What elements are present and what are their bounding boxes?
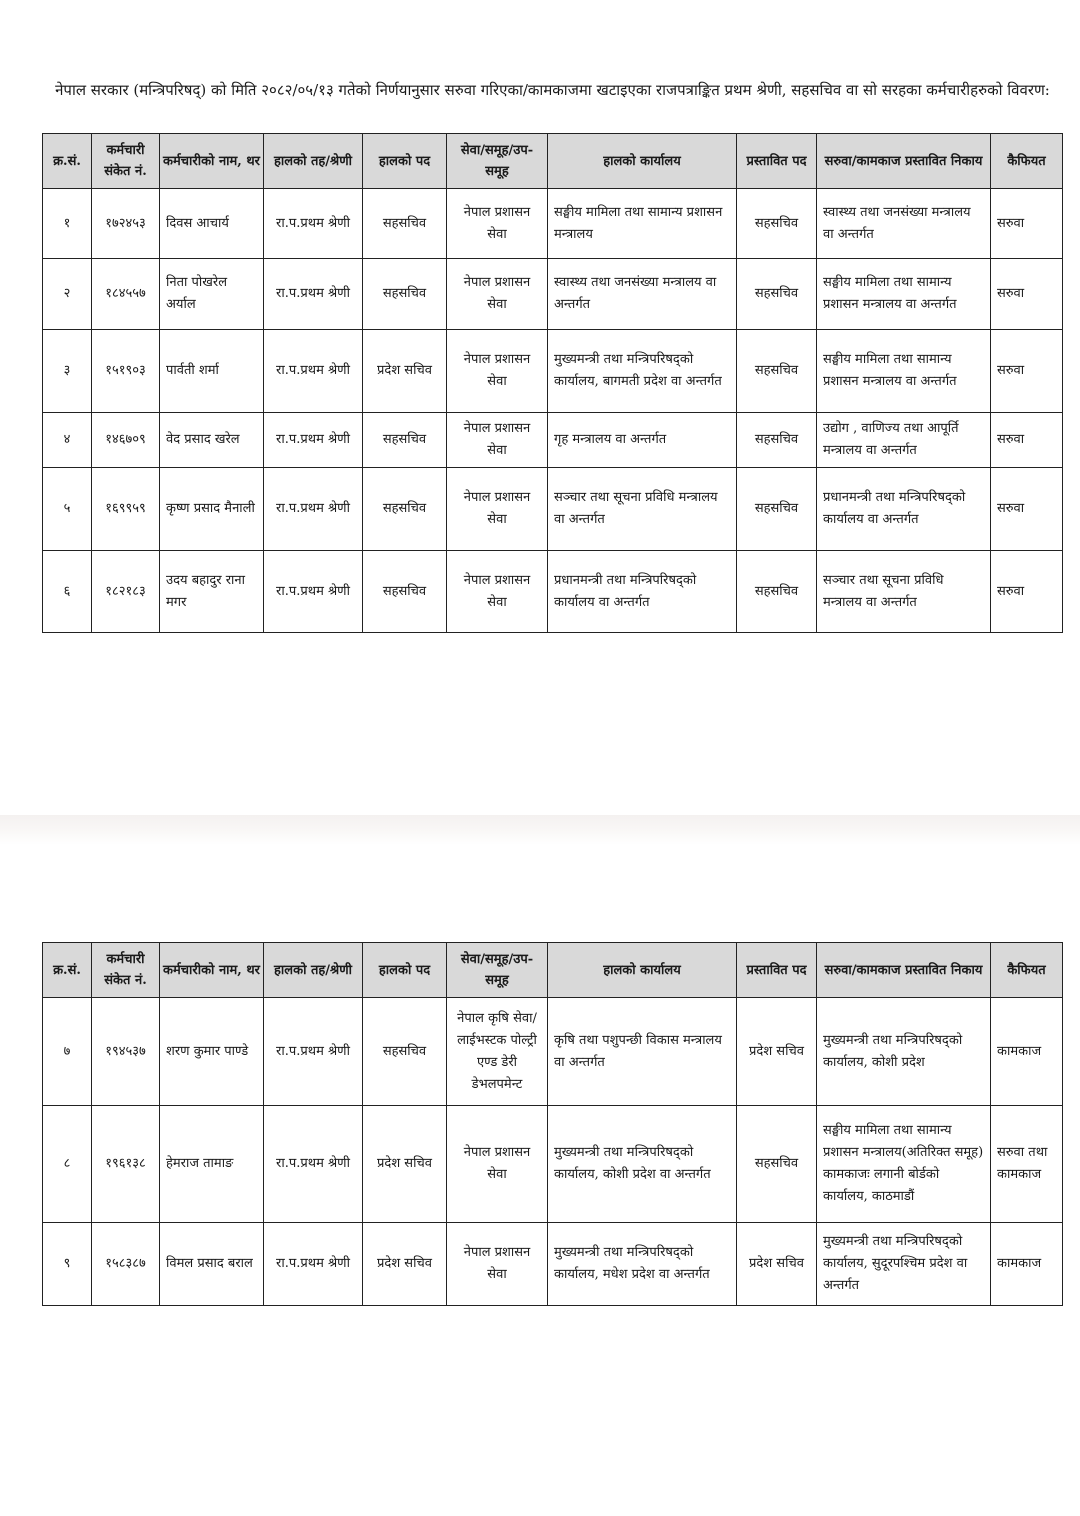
cell-proposed-post: सहसचिव bbox=[737, 189, 817, 259]
cell-current-post: प्रदेश सचिव bbox=[363, 330, 447, 413]
table-row bbox=[43, 413, 1063, 468]
cell-remark: सरुवा तथा कामकाज bbox=[991, 1106, 1063, 1223]
col-header-office: हालको कार्यालय bbox=[548, 943, 737, 998]
col-header-name: कर्मचारीको नाम, थर bbox=[160, 943, 264, 998]
col-header-level: हालको तह/श्रेणी bbox=[264, 134, 363, 189]
cell-proposed-body: उद्योग , वाणिज्य तथा आपूर्ति मन्त्रालय वा अन्तर्गत bbox=[817, 413, 991, 468]
cell-proposed-body: स्वास्थ्य तथा जनसंख्या मन्त्रालय वा अन्तर्गत bbox=[817, 189, 991, 259]
cell-current-level: रा.प.प्रथम श्रेणी bbox=[264, 1106, 363, 1223]
cell-proposed-body: मुख्यमन्त्री तथा मन्त्रिपरिषद्को कार्यालय, कोशी प्रदेश bbox=[817, 998, 991, 1106]
table-row bbox=[43, 551, 1063, 633]
page-separator bbox=[0, 815, 1080, 845]
cell-remark: कामकाज bbox=[991, 1223, 1063, 1306]
col-header-service: सेवा/समूह/उप-समूह bbox=[447, 134, 548, 189]
cell-service-group: नेपाल प्रशासन सेवा bbox=[447, 189, 548, 259]
cell-proposed-post: सहसचिव bbox=[737, 468, 817, 551]
table-row bbox=[43, 998, 1063, 1106]
col-header-sn: क्र.सं. bbox=[43, 943, 92, 998]
cell-proposed-post: सहसचिव bbox=[737, 413, 817, 468]
cell-remark: कामकाज bbox=[991, 998, 1063, 1106]
cell-remark: सरुवा bbox=[991, 259, 1063, 330]
cell-remark: सरुवा bbox=[991, 413, 1063, 468]
cell-current-level: रा.प.प्रथम श्रेणी bbox=[264, 468, 363, 551]
cell-proposed-body: सङ्घीय मामिला तथा सामान्य प्रशासन मन्त्रालय(अतिरिक्त समूह) कामकाजः लगानी बोर्डको कार्यालय, काठमाडौं bbox=[817, 1106, 991, 1223]
cell-current-post: प्रदेश सचिव bbox=[363, 1106, 447, 1223]
table-row bbox=[43, 1223, 1063, 1306]
cell-current-level: रा.प.प्रथम श्रेणी bbox=[264, 551, 363, 633]
cell-employee-name: विमल प्रसाद बराल bbox=[160, 1223, 264, 1306]
col-header-remark: कैफियत bbox=[991, 943, 1063, 998]
cell-serial-number: ४ bbox=[43, 413, 92, 468]
transfer-table-page-1 bbox=[42, 133, 1063, 633]
cell-proposed-body: मुख्यमन्त्री तथा मन्त्रिपरिषद्को कार्यालय, सुदूरपश्चिम प्रदेश वा अन्तर्गत bbox=[817, 1223, 991, 1306]
cell-proposed-post: सहसचिव bbox=[737, 551, 817, 633]
col-header-code: कर्मचारी संकेत नं. bbox=[92, 943, 160, 998]
cell-serial-number: ८ bbox=[43, 1106, 92, 1223]
col-header-office: हालको कार्यालय bbox=[548, 134, 737, 189]
cell-current-post: सहसचिव bbox=[363, 468, 447, 551]
cell-service-group: नेपाल प्रशासन सेवा bbox=[447, 1223, 548, 1306]
col-header-post: हालको पद bbox=[363, 134, 447, 189]
cell-current-office: मुख्यमन्त्री तथा मन्त्रिपरिषद्को कार्यालय, कोशी प्रदेश वा अन्तर्गत bbox=[548, 1106, 737, 1223]
col-header-body: सरुवा/कामकाज प्रस्तावित निकाय bbox=[817, 134, 991, 189]
cell-proposed-body: सञ्चार तथा सूचना प्रविधि मन्त्रालय वा अन्तर्गत bbox=[817, 551, 991, 633]
table-header-row bbox=[43, 134, 1063, 189]
cell-proposed-body: प्रधानमन्त्री तथा मन्त्रिपरिषद्को कार्यालय वा अन्तर्गत bbox=[817, 468, 991, 551]
cell-current-post: सहसचिव bbox=[363, 413, 447, 468]
cell-service-group: नेपाल प्रशासन सेवा bbox=[447, 413, 548, 468]
col-header-proposed: प्रस्तावित पद bbox=[737, 943, 817, 998]
cell-proposed-post: प्रदेश सचिव bbox=[737, 998, 817, 1106]
cell-employee-code: १९६१३८ bbox=[92, 1106, 160, 1223]
cell-employee-code: १६९९५९ bbox=[92, 468, 160, 551]
cell-serial-number: ९ bbox=[43, 1223, 92, 1306]
cell-employee-code: १९४५३७ bbox=[92, 998, 160, 1106]
cell-current-level: रा.प.प्रथम श्रेणी bbox=[264, 189, 363, 259]
cell-proposed-post: सहसचिव bbox=[737, 1106, 817, 1223]
cell-proposed-body: सङ्घीय मामिला तथा सामान्य प्रशासन मन्त्रालय वा अन्तर्गत bbox=[817, 330, 991, 413]
cell-employee-code: १८२१८३ bbox=[92, 551, 160, 633]
cell-serial-number: ६ bbox=[43, 551, 92, 633]
cell-current-office: गृह मन्त्रालय वा अन्तर्गत bbox=[548, 413, 737, 468]
table-header-row bbox=[43, 943, 1063, 998]
col-header-name: कर्मचारीको नाम, थर bbox=[160, 134, 264, 189]
cell-proposed-body: सङ्घीय मामिला तथा सामान्य प्रशासन मन्त्रालय वा अन्तर्गत bbox=[817, 259, 991, 330]
table-row bbox=[43, 259, 1063, 330]
col-header-body: सरुवा/कामकाज प्रस्तावित निकाय bbox=[817, 943, 991, 998]
cell-current-post: सहसचिव bbox=[363, 189, 447, 259]
cell-employee-name: निता पोखरेल अर्याल bbox=[160, 259, 264, 330]
col-header-level: हालको तह/श्रेणी bbox=[264, 943, 363, 998]
col-header-code: कर्मचारी संकेत नं. bbox=[92, 134, 160, 189]
cell-current-level: रा.प.प्रथम श्रेणी bbox=[264, 330, 363, 413]
document-page-2 bbox=[0, 845, 1080, 1516]
table-body-page-2 bbox=[43, 998, 1063, 1306]
cell-employee-name: शरण कुमार पाण्डे bbox=[160, 998, 264, 1106]
col-header-post: हालको पद bbox=[363, 943, 447, 998]
cell-current-office: मुख्यमन्त्री तथा मन्त्रिपरिषद्को कार्यालय, बागमती प्रदेश वा अन्तर्गत bbox=[548, 330, 737, 413]
cell-proposed-post: सहसचिव bbox=[737, 330, 817, 413]
cell-serial-number: २ bbox=[43, 259, 92, 330]
cell-current-post: सहसचिव bbox=[363, 998, 447, 1106]
col-header-sn: क्र.सं. bbox=[43, 134, 92, 189]
cell-proposed-post: प्रदेश सचिव bbox=[737, 1223, 817, 1306]
cell-current-level: रा.प.प्रथम श्रेणी bbox=[264, 998, 363, 1106]
cell-current-office: सञ्चार तथा सूचना प्रविधि मन्त्रालय वा अन्तर्गत bbox=[548, 468, 737, 551]
cell-serial-number: १ bbox=[43, 189, 92, 259]
document-heading: नेपाल सरकार (मन्त्रिपरिषद्) को मिति २०८२/०५/१३ गतेको निर्णयानुसार सरुवा गरिएका/कामकाजमा खटाइएका राजपत्राङ्कित प्रथम श्रेणी, सहसचिव वा सो सरहका कर्मचारीहरुको विवरण: bbox=[55, 81, 1050, 99]
table-body-page-1 bbox=[43, 189, 1063, 633]
col-header-remark: कैफियत bbox=[991, 134, 1063, 189]
cell-employee-name: पार्वती शर्मा bbox=[160, 330, 264, 413]
cell-remark: सरुवा bbox=[991, 551, 1063, 633]
col-header-service: सेवा/समूह/उप-समूह bbox=[447, 943, 548, 998]
cell-employee-code: १५८३८७ bbox=[92, 1223, 160, 1306]
cell-proposed-post: सहसचिव bbox=[737, 259, 817, 330]
cell-employee-code: १४६७०९ bbox=[92, 413, 160, 468]
cell-employee-name: दिवस आचार्य bbox=[160, 189, 264, 259]
cell-current-office: मुख्यमन्त्री तथा मन्त्रिपरिषद्को कार्यालय, मधेश प्रदेश वा अन्तर्गत bbox=[548, 1223, 737, 1306]
transfer-table-page-2 bbox=[42, 942, 1063, 1306]
cell-current-office: प्रधानमन्त्री तथा मन्त्रिपरिषद्को कार्यालय वा अन्तर्गत bbox=[548, 551, 737, 633]
cell-current-post: सहसचिव bbox=[363, 259, 447, 330]
cell-remark: सरुवा bbox=[991, 189, 1063, 259]
cell-service-group: नेपाल प्रशासन सेवा bbox=[447, 330, 548, 413]
cell-current-office: स्वास्थ्य तथा जनसंख्या मन्त्रालय वा अन्तर्गत bbox=[548, 259, 737, 330]
cell-serial-number: ७ bbox=[43, 998, 92, 1106]
cell-employee-name: वेद प्रसाद खरेल bbox=[160, 413, 264, 468]
table-row bbox=[43, 189, 1063, 259]
cell-employee-name: उदय बहादुर राना मगर bbox=[160, 551, 264, 633]
cell-serial-number: ५ bbox=[43, 468, 92, 551]
cell-current-level: रा.प.प्रथम श्रेणी bbox=[264, 413, 363, 468]
cell-current-office: सङ्घीय मामिला तथा सामान्य प्रशासन मन्त्रालय bbox=[548, 189, 737, 259]
cell-service-group: नेपाल प्रशासन सेवा bbox=[447, 1106, 548, 1223]
cell-current-post: सहसचिव bbox=[363, 551, 447, 633]
cell-service-group: नेपाल प्रशासन सेवा bbox=[447, 468, 548, 551]
cell-employee-name: कृष्ण प्रसाद मैनाली bbox=[160, 468, 264, 551]
cell-current-office: कृषि तथा पशुपन्छी विकास मन्त्रालय वा अन्तर्गत bbox=[548, 998, 737, 1106]
col-header-proposed: प्रस्तावित पद bbox=[737, 134, 817, 189]
cell-current-post: प्रदेश सचिव bbox=[363, 1223, 447, 1306]
cell-remark: सरुवा bbox=[991, 468, 1063, 551]
cell-current-level: रा.प.प्रथम श्रेणी bbox=[264, 259, 363, 330]
cell-service-group: नेपाल प्रशासन सेवा bbox=[447, 259, 548, 330]
cell-employee-code: १७२४५३ bbox=[92, 189, 160, 259]
table-row bbox=[43, 468, 1063, 551]
table-row bbox=[43, 1106, 1063, 1223]
cell-service-group: नेपाल कृषि सेवा/लाईभस्टक पोल्ट्री एण्ड डेरी डेभलपमेन्ट bbox=[447, 998, 548, 1106]
cell-remark: सरुवा bbox=[991, 330, 1063, 413]
cell-serial-number: ३ bbox=[43, 330, 92, 413]
cell-employee-code: १८४५५७ bbox=[92, 259, 160, 330]
cell-employee-code: १५१९०३ bbox=[92, 330, 160, 413]
cell-service-group: नेपाल प्रशासन सेवा bbox=[447, 551, 548, 633]
cell-employee-name: हेमराज तामाङ bbox=[160, 1106, 264, 1223]
table-row bbox=[43, 330, 1063, 413]
cell-current-level: रा.प.प्रथम श्रेणी bbox=[264, 1223, 363, 1306]
